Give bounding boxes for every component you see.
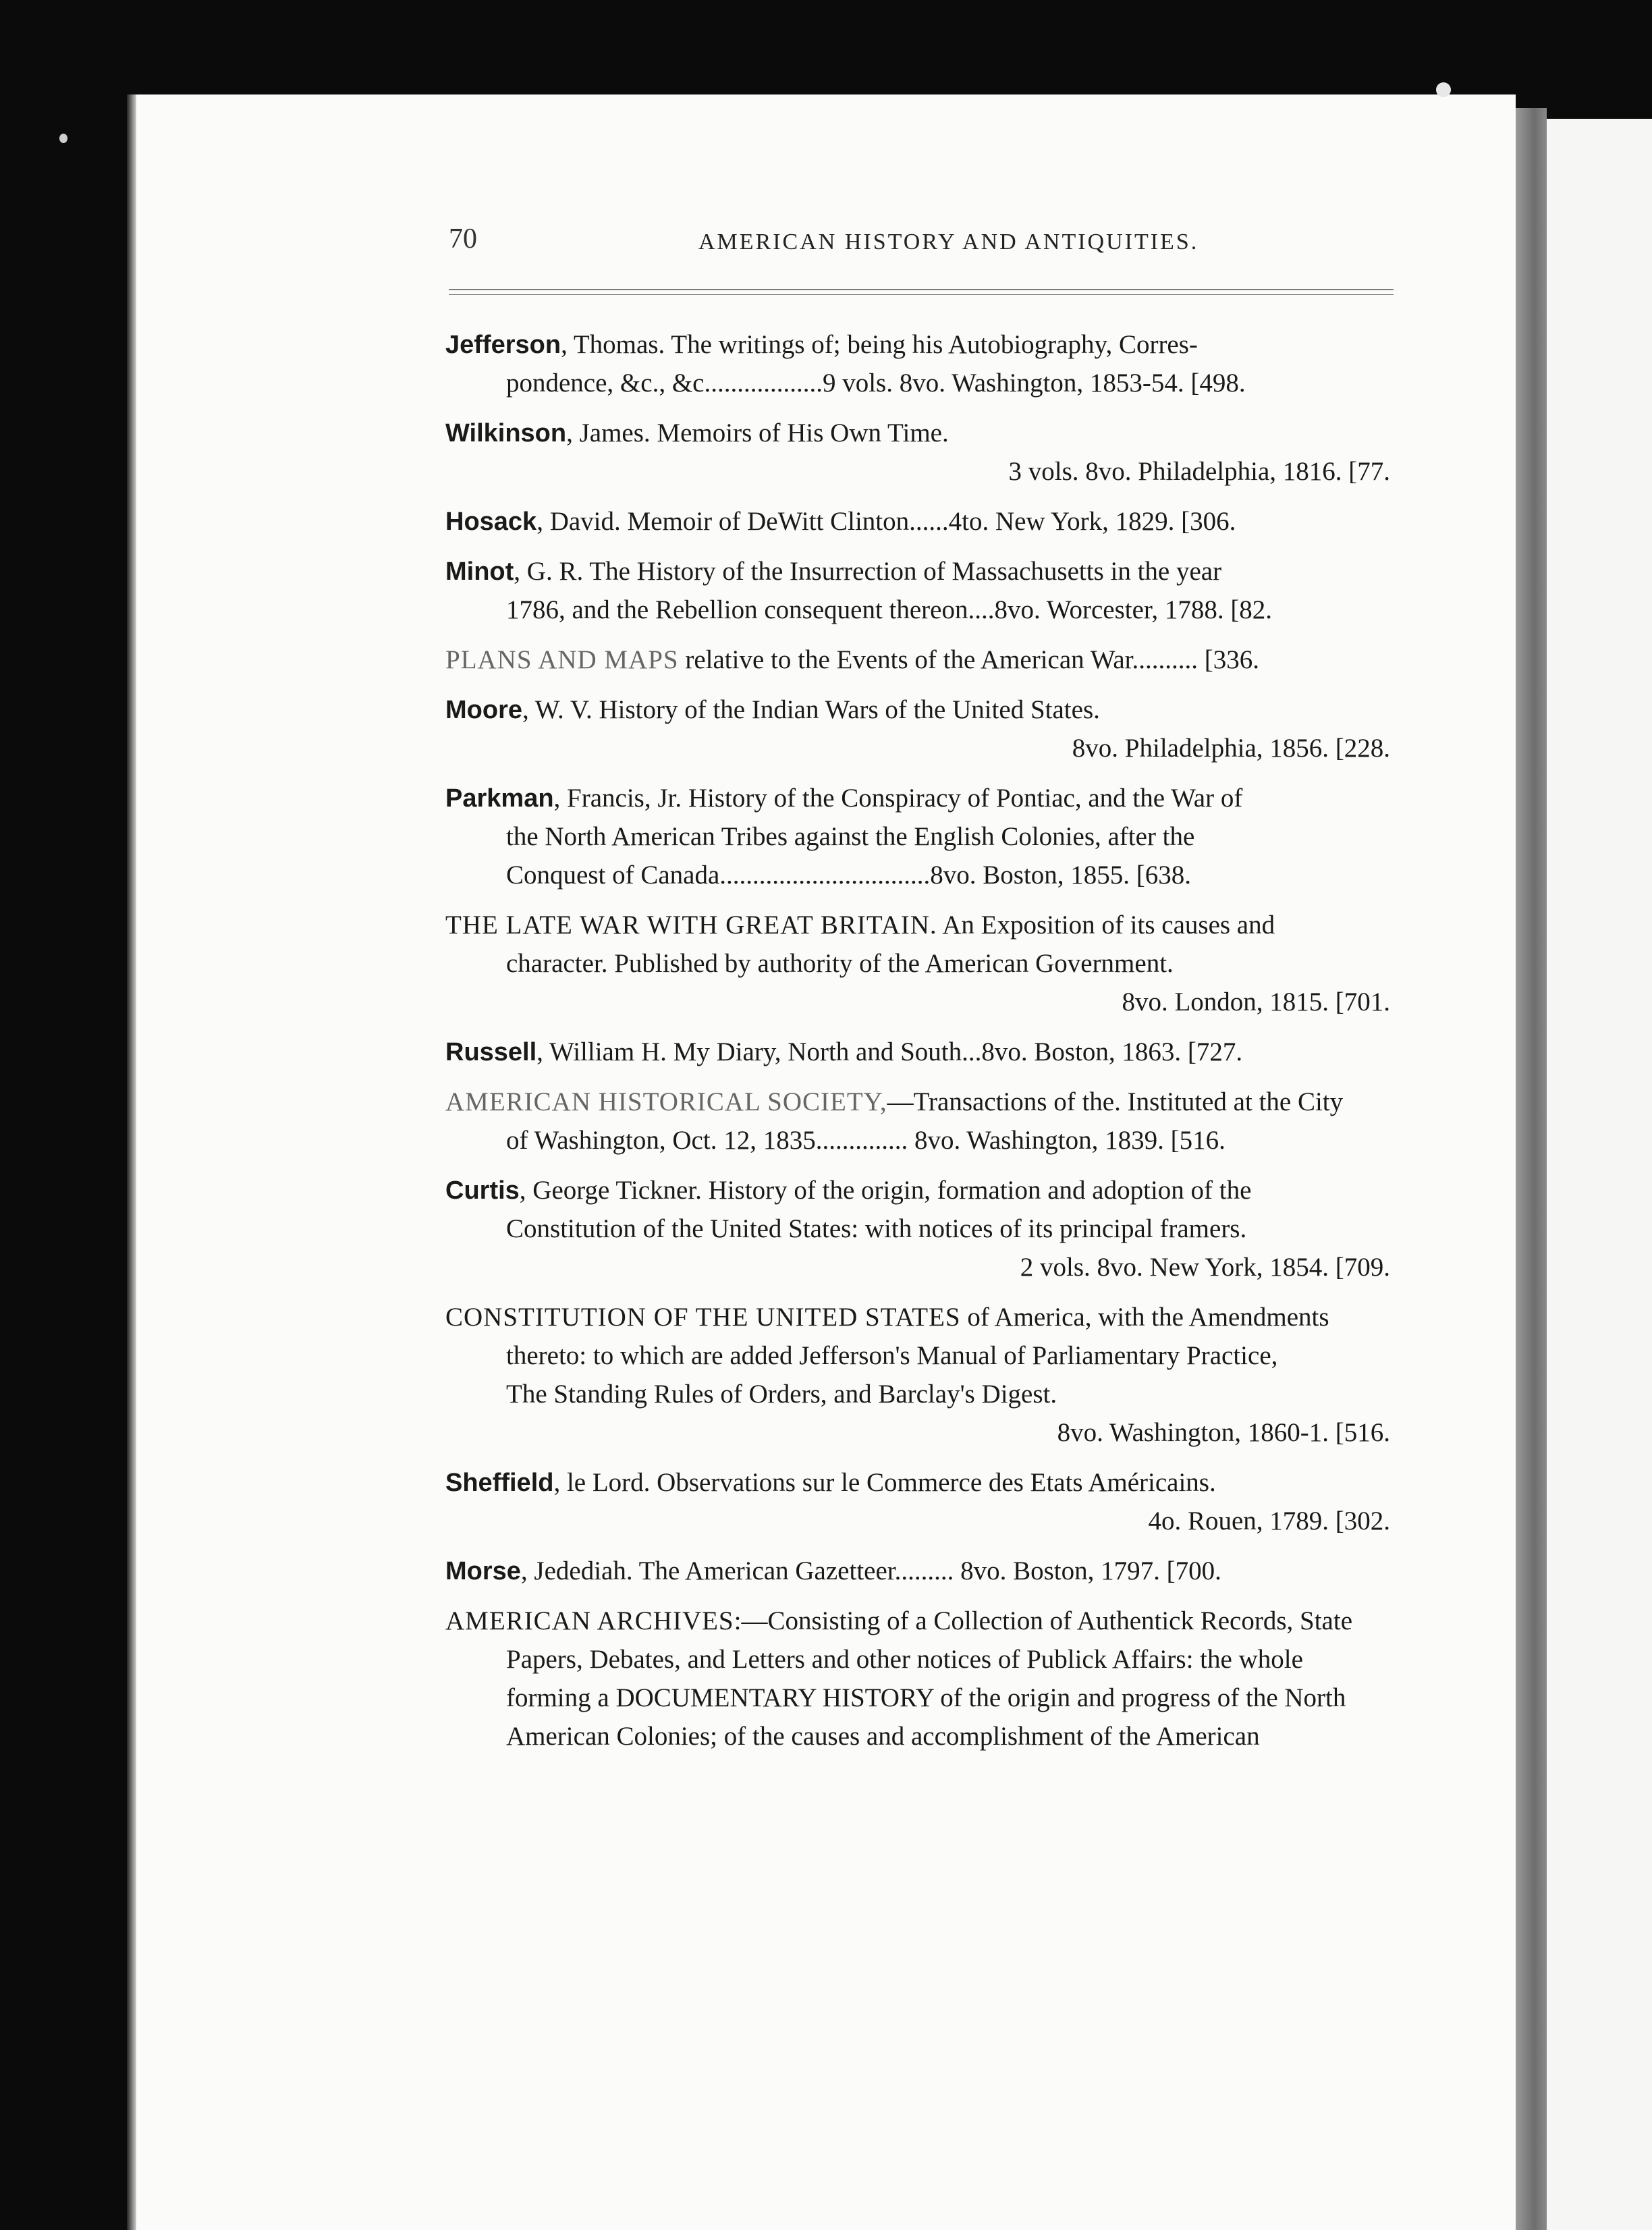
running-title: AMERICAN HISTORY AND ANTIQUITIES. (698, 229, 1199, 254)
entry-text: pondence, &c., &c..................9 vols. 8vo. Washington, 1853-54. [498. (506, 369, 1246, 398)
list-item: Morse, Jedediah. The American Gazetteer......... 8vo. Boston, 1797. [700. (445, 1556, 1221, 1585)
list-item (445, 1083, 1390, 1160)
adjacent-page (1547, 119, 1652, 2230)
entry-headword: Russell (445, 1038, 537, 1066)
entry-text: The Standing Rules of Orders, and Barclay's Digest. (506, 1380, 1057, 1409)
entry-text: of Washington, Oct. 12, 1835.............. 8vo. Washington, 1839. [516. (506, 1126, 1226, 1155)
list-item: Hosack, David. Memoir of DeWitt Clinton......4to. New York, 1829. [306. (445, 507, 1236, 536)
entry-text: Francis, Jr. History of the Conspiracy of Pontiac, and the War of (567, 784, 1243, 813)
list-item: Minot, G. R. The History of the Insurrection of Massachusetts in the year 1786, and the Rebellion consequent thereon....8vo. Worcester, 1788. [82. (445, 552, 1390, 629)
entry-text: W. V. History of the Indian Wars of the United States. (534, 695, 1100, 724)
entry-imprint: 8vo. Washington, 1860-1. [516. (1057, 1418, 1390, 1447)
entry-imprint: 4o. Rouen, 1789. [302. (1148, 1506, 1390, 1535)
entry-text: character. Published by authority of the American Government. (506, 949, 1174, 978)
entry-text: James. Memoirs of His Own Time. (579, 418, 949, 447)
entry-headword: Moore (445, 696, 522, 724)
entry-imprint: 3 vols. 8vo. Philadelphia, 1816. [77. (1008, 457, 1390, 486)
entry-text: An Exposition of its causes and (942, 910, 1275, 940)
entry-headword: Wilkinson (445, 419, 567, 447)
entry-headword: Hosack (445, 508, 537, 536)
entry-text: —Transactions of the. Instituted at the City (887, 1087, 1344, 1116)
entry-text: thereto: to which are added Jefferson's Manual of Parliamentary Practice, (506, 1341, 1278, 1370)
entry-headword: Parkman (445, 784, 554, 813)
entry-text: of America, with the Amendments (967, 1303, 1329, 1332)
entry-text: the North American Tribes against the English Colonies, after the (506, 822, 1195, 851)
list-item: Moore, W. V. History of the Indian Wars of the United States. 8vo. Philadelphia, 1856. [228. (445, 690, 1390, 767)
page-edge-shadow (127, 94, 136, 2230)
entry-title: CONSTITUTION OF THE UNITED STATES (445, 1303, 961, 1332)
header-rule (449, 294, 1394, 295)
entry-title: AMERICAN ARCHIVES (445, 1606, 734, 1635)
list-item: Sheffield, le Lord. Observations sur le Commerce des Etats Américains. 4o. Rouen, 1789. [302. (445, 1463, 1390, 1540)
header-rule (449, 289, 1394, 290)
entry-text: G. R. The History of the Insurrection of Massachusetts in the year (526, 557, 1222, 586)
book-gutter (1516, 108, 1547, 2230)
entry-text: David. Memoir of DeWitt Clinton......4to. New York, 1829. [306. (549, 507, 1236, 536)
entry-text: le Lord. Observations sur le Commerce des Etats Américains. (566, 1468, 1216, 1497)
list-item (445, 1298, 1390, 1452)
scan-speck (59, 134, 67, 143)
entry-text: Thomas. The writings of; being his Autobiography, Corres- (573, 330, 1198, 359)
list-item (445, 641, 1390, 679)
entry-text: George Tickner. History of the origin, formation and adoption of the (532, 1176, 1252, 1205)
entry-imprint: 8vo. London, 1815. [701. (1122, 987, 1390, 1016)
entry-text: 1786, and the Rebellion consequent thereon....8vo. Worcester, 1788. [82. (506, 595, 1273, 624)
list-item: Curtis, George Tickner. History of the origin, formation and adoption of the Constitution of the United States: with notices of its principal framers. 2 vols. 8vo. New York, 1854. [709. (445, 1171, 1390, 1286)
entry-text: Jedediah. The American Gazetteer......... 8vo. Boston, 1797. [700. (534, 1556, 1221, 1585)
list-item: Wilkinson, James. Memoirs of His Own Time. 3 vols. 8vo. Philadelphia, 1816. [77. (445, 414, 1390, 491)
entry-text: American Colonies; of the causes and accomplishment of the American (506, 1722, 1260, 1751)
entry-title: THE LATE WAR WITH GREAT BRITAIN. (445, 910, 937, 940)
entry-text: Conquest of Canada................................8vo. Boston, 1855. [638. (506, 861, 1192, 890)
entry-headword: Sheffield (445, 1469, 554, 1497)
entry-text: forming a DOCUMENTARY HISTORY of the origin and progress of the North (506, 1683, 1346, 1712)
scan-speck (1436, 82, 1451, 97)
entry-headword: Minot (445, 558, 514, 586)
entry-headword: Jefferson (445, 331, 561, 359)
entry-text: Constitution of the United States: with notices of its principal framers. (506, 1214, 1247, 1243)
entry-headword: Curtis (445, 1176, 520, 1205)
page-number: 70 (449, 223, 477, 254)
list-item: Russell, William H. My Diary, North and South...8vo. Boston, 1863. [727. (445, 1037, 1243, 1066)
list-item: Parkman, Francis, Jr. History of the Conspiracy of Pontiac, and the War of the North American Tribes against the English Colonies, after the Conquest of Canada................................8vo. Boston, 1855. [638. (445, 779, 1390, 894)
entry-title: AMERICAN HISTORICAL SOCIETY, (445, 1087, 887, 1116)
entry-title: PLANS AND MAPS (445, 645, 679, 674)
entry-text: William H. My Diary, North and South...8vo. Boston, 1863. [727. (549, 1037, 1243, 1066)
entry-text: Papers, Debates, and Letters and other notices of Publick Affairs: the whole (506, 1645, 1303, 1674)
entry-text: relative to the Events of the American War.......... [336. (685, 645, 1260, 674)
list-item: Jefferson, Thomas. The writings of; being his Autobiography, Corres- pondence, &c., &c..................9 vols. 8vo. Washington, 1853-54. [498. (445, 325, 1390, 402)
list-item (445, 906, 1390, 1021)
entry-text: :—Consisting of a Collection of Authentick Records, State (734, 1606, 1353, 1635)
entry-imprint: 2 vols. 8vo. New York, 1854. [709. (1020, 1253, 1390, 1282)
page-header (442, 223, 1441, 263)
bibliography-list (445, 325, 1390, 1767)
entry-headword: Morse (445, 1557, 521, 1585)
list-item (445, 1602, 1390, 1756)
entry-imprint: 8vo. Philadelphia, 1856. [228. (1072, 734, 1390, 763)
